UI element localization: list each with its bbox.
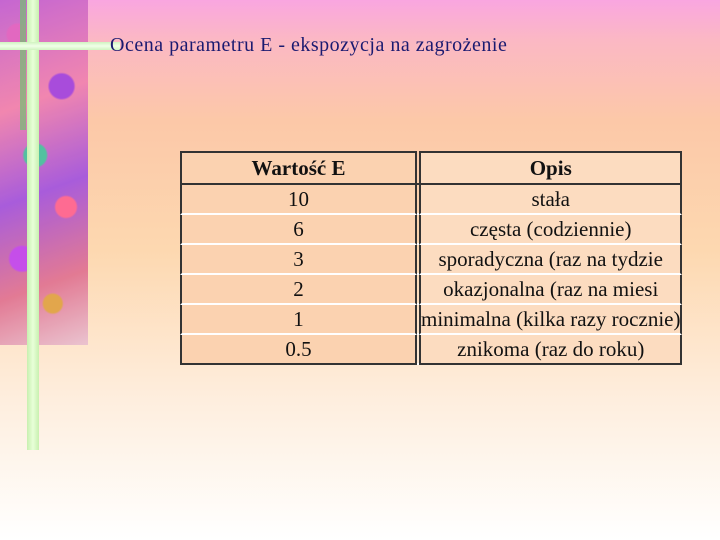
slide-title: Ocena parametru E - ekspozycja na zagrożenie xyxy=(110,34,508,56)
cell-value: 0.5 xyxy=(180,335,417,365)
decorative-background-strip xyxy=(0,0,88,345)
table-row xyxy=(180,335,682,365)
table-row xyxy=(180,185,682,215)
table-header-row xyxy=(180,151,682,185)
cell-description: sporadyczna (raz na tydzie xyxy=(419,245,682,275)
cell-value: 6 xyxy=(180,215,417,245)
cell-value: 2 xyxy=(180,275,417,305)
table-row xyxy=(180,215,682,245)
cell-description: okazjonalna (raz na miesi xyxy=(419,275,682,305)
cell-value: 3 xyxy=(180,245,417,275)
header-description: Opis xyxy=(419,151,682,185)
table-row xyxy=(180,305,682,335)
cell-description: częsta (codziennie) xyxy=(419,215,682,245)
cell-description: minimalna (kilka razy rocznie) xyxy=(419,305,682,335)
table-row xyxy=(180,245,682,275)
decorative-dark-green-bar xyxy=(20,0,26,130)
exposure-table xyxy=(180,151,682,365)
decorative-vertical-bar xyxy=(27,0,39,450)
table-row xyxy=(180,275,682,305)
cell-value: 1 xyxy=(180,305,417,335)
cell-description: znikoma (raz do roku) xyxy=(419,335,682,365)
header-value-e: Wartość E xyxy=(180,151,417,185)
cell-description: stała xyxy=(419,185,682,215)
cell-value: 10 xyxy=(180,185,417,215)
decorative-horizontal-bar xyxy=(0,42,120,50)
